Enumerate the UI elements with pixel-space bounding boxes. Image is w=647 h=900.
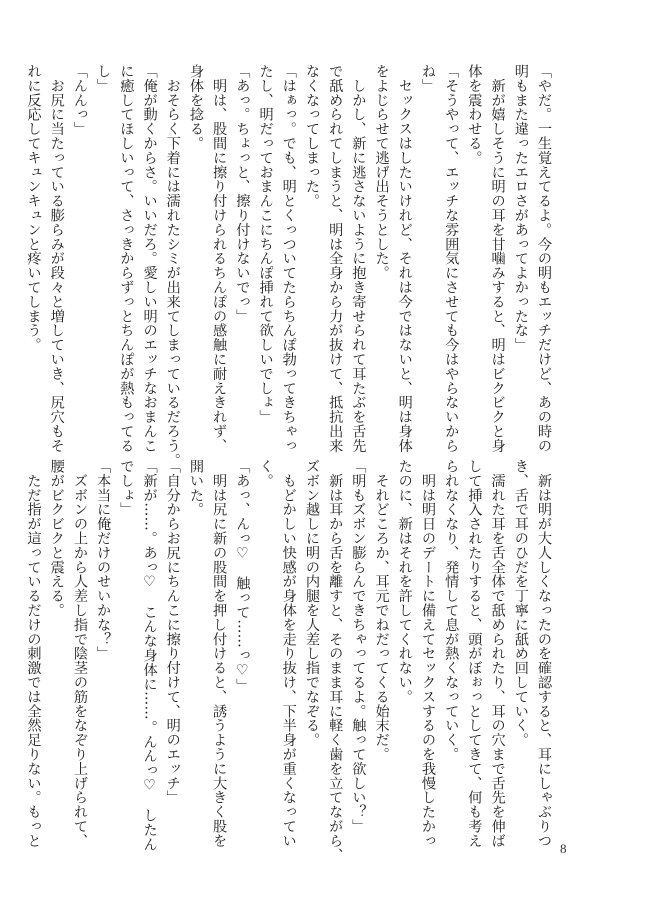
text-line: をよじらせて逃げ出そうとした。 <box>373 64 390 280</box>
text-line: 「やだ。一生覚えてるよ。今の明もエッチだけど、あの時の <box>536 64 552 453</box>
text-line: 新が嬉しそうに明の耳を甘噛みすると、明はビクビクと身 <box>489 64 506 453</box>
text-line: しかし、新に逃さないように抱き寄せられて耳たぶを舌先 <box>350 64 367 453</box>
text-line: 新は明が大人しくなったのを確認すると、耳にしゃぶりつ <box>536 459 552 848</box>
text-line: して挿入されたりすると、頭がぼぉっとしてきて、何も考え <box>466 459 483 848</box>
text-line: 身体を捻る。 <box>187 64 204 151</box>
text-line: 「んんっ」 <box>71 64 88 136</box>
text-line: 「新が……。あっ♡ こんな身体に……。んんっ♡ したん <box>141 459 158 852</box>
text-line: で舐められてしまうと、明は全身から力が抜けて、抵抗出来 <box>327 64 344 453</box>
text-line: 体を震わせる。 <box>466 64 483 165</box>
text-line: 「本当に俺だけのせいかな？」 <box>95 459 112 661</box>
text-line: もどかしい快感が身体を走り抜け、下半身が重くなってい <box>280 459 297 848</box>
text-line: 明は明日のデートに備えてセックスするのを我慢したかっ <box>419 459 436 848</box>
text-line: 腰がビクビクと震える。 <box>48 459 65 618</box>
text-line: 明は尻に新の股間を押し付けると、誘うように大きく股を <box>211 459 228 848</box>
text-line: れに反応してキュンキュンと疼いてしまう。 <box>25 64 42 352</box>
text-line: ね」 <box>419 64 436 93</box>
text-line: 「自分からお尻にちんこに擦り付けて、明のエッチ」 <box>164 459 181 805</box>
text-line: 「明もズボン膨らんできちゃってるよ。触って欲しい？」 <box>350 459 367 834</box>
text-line: し」 <box>95 64 112 93</box>
text-line: なくなってしまった。 <box>303 64 320 208</box>
text-line: 明は、股間に擦り付けられるちんぽの感触に耐えきれず、 <box>211 64 228 453</box>
text-line: に癒してほしいって、さっきからずっとちんぽが熱もってる <box>118 64 135 453</box>
text-line: 「はぁっ。でも、明とくっついてたらちんぽ勃ってきちゃっ <box>280 64 297 453</box>
text-line: られなくなり、発情して息が熱くなっていく。 <box>443 459 460 762</box>
text-line: 「俺が動くからさ。いいだろ。愛しい明のエッチなおまんこ <box>141 64 158 453</box>
text-line: たのに、新はそれを許してくれない。 <box>396 459 413 704</box>
text-block-bottom <box>25 459 555 863</box>
text-line: ズボン越しに明の内腿を人差し指でなぞる。 <box>303 459 320 747</box>
text-line: でしょ」 <box>118 459 135 517</box>
text-line: 濡れた耳を舌全体で舐められたり、耳の穴まで舌先を伸ば <box>489 459 506 848</box>
text-line: き、舌で耳のひだを丁寧に舐め回していく。 <box>512 459 529 747</box>
page-number: 8 <box>560 841 567 856</box>
text-line: たし、明だっておまんこにちんぽ挿れて欲しいでしょ」 <box>257 64 274 424</box>
text-block-top <box>25 64 555 468</box>
text-line: セックスはしたいけれど、それは今ではないと、明は身体 <box>396 64 413 453</box>
text-line: 「あっ。ちょっと、擦り付けないでっ」 <box>234 64 251 324</box>
text-line: ズボンの上から人差し指で陰茎の筋をなぞり上げられて、 <box>71 459 88 848</box>
text-line: 「そうやって、エッチな雰囲気にさせても今はやらないから <box>443 64 460 453</box>
text-line: ただ指が這っているだけの刺激では全然足りない。もっと <box>25 459 42 848</box>
text-line: く。 <box>257 459 274 488</box>
text-line: 新は耳から舌を離すと、そのまま耳に軽く歯を立てながら、 <box>327 459 344 863</box>
text-line: 「あっ、んっ♡ 触って……っ♡」 <box>234 459 251 693</box>
text-line: 開いた。 <box>187 459 204 517</box>
text-line: お尻に当たっている膨らみが段々と増していき、尻穴もそ <box>48 64 65 453</box>
text-line: 明もまた違ったエロさがあってよかったな」 <box>512 64 529 352</box>
text-line: それどころか、耳元でねだってくる始末だ。 <box>373 459 390 762</box>
text-line: おそらく下着には濡れたシミが出来てしまっているだろう。 <box>164 64 181 468</box>
